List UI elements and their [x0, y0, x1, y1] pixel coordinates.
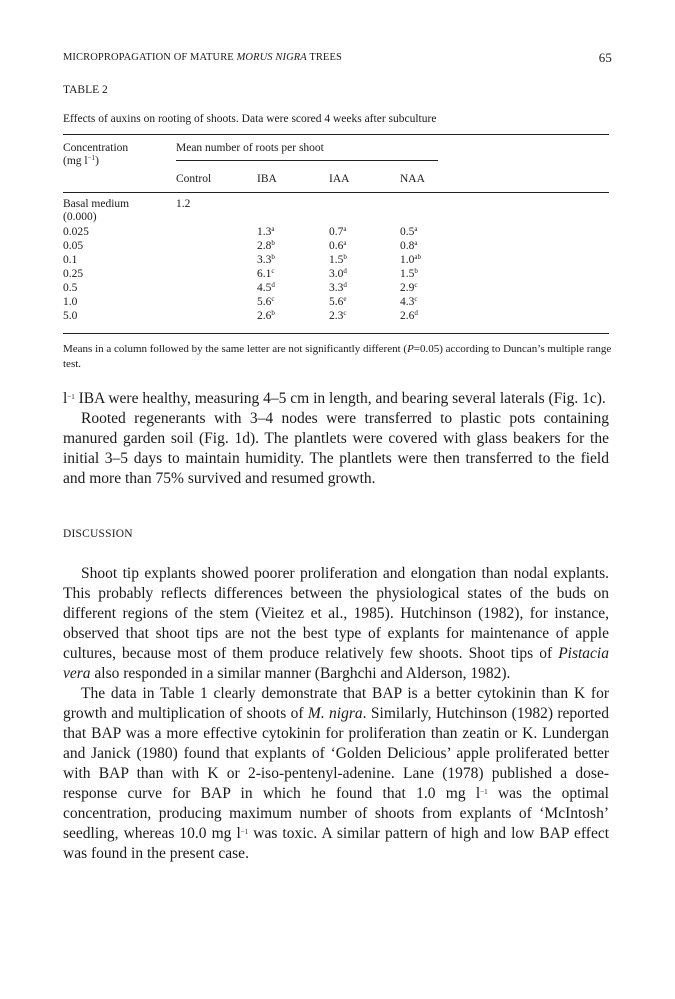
row-naa: 0.8$^a$ — [400, 239, 418, 252]
col-head-concentration-unit: (mg $l^{-1}$) — [63, 154, 99, 167]
body-text-discussion — [63, 564, 609, 864]
col-head-iba: IBA — [257, 173, 277, 185]
row-naa: 2.6$^d$ — [400, 309, 418, 322]
basal-control-value: 1.2 — [176, 198, 191, 210]
row-iba: 3.3$^b$ — [257, 253, 275, 266]
row-iba: 2.6$^b$ — [257, 309, 275, 322]
table-label: TABLE 2 — [63, 84, 108, 96]
basal-sub: (0.000) — [63, 211, 97, 223]
row-iba: 1.3$^a$ — [257, 225, 275, 238]
table-footnote: Means in a column followed by the same letter are not significantly different (P=0.05) according to Duncan’s multiple range test. — [63, 343, 612, 370]
table-caption: Effects of auxins on rooting of shoots. Data were scored 4 weeks after subculture — [63, 113, 437, 125]
row-naa: 2.9$^c$ — [400, 281, 418, 294]
body-text-upper — [63, 389, 609, 489]
row-iba: 2.8$^b$ — [257, 239, 275, 252]
row-conc: 1.0 — [63, 296, 78, 308]
basal-label: Basal medium — [63, 198, 130, 210]
row-iaa: 1.5$^b$ — [329, 253, 347, 266]
paragraph: $l^{-1}$ IBA were healthy, measuring 4–5 cm in length, and bearing several laterals (Fig. 1c). — [63, 390, 606, 407]
row-iaa: 2.3$^c$ — [329, 309, 347, 322]
row-iba: 5.6$^c$ — [257, 295, 275, 308]
running-title: MICROPROPAGATION OF MATURE MORUS NIGRA TREES — [63, 52, 342, 63]
row-conc: 0.1 — [63, 254, 78, 266]
paragraph: Rooted regenerants with 3–4 nodes were transferred to plastic pots containing manured garden soil (Fig. 1d). The plantlets were covered with glass beakers for the initial 3–5 days to maintain humidity. The plantlets were then transferred to the field and more than 75% survived and resumed growth. — [63, 410, 609, 487]
col-head-control: Control — [176, 173, 212, 185]
row-conc: 0.025 — [63, 226, 89, 238]
paragraph: The data in Table 1 clearly demonstrate that BAP is a better cytokinin than K for growth and multiplication of shoots of M. nigra. Similarly, Hutchinson (1982) reported that BAP was a more effective cytokinin for proliferation than zeatin or K. Lundergan and Janick (1980) found that explants of ‘Golden Delicious’ apple proliferated better with BAP than with K or 2-iso-pentenyl-adenine. Lane (1978) published a dose-response curve for BAP in which he found that 1.0 mg $l^{-1}$ was the optimal concentration, producing maximum number of shoots from explants of ‘McIntosh’ seedling, whereas 10.0 mg $l^{-1}$ was toxic. A similar pattern of high and low BAP effect was found in the present case. — [63, 685, 610, 862]
table-top-rule — [63, 134, 609, 135]
row-iba: 4.5$^d$ — [257, 281, 275, 294]
row-iaa: 0.6$^a$ — [329, 239, 347, 252]
paragraph: Shoot tip explants showed poorer proliferation and elongation than nodal explants. This probably reflects differences between the physiological states of the buds on different regions of the stem (Vieitez et al., 1985). Hutchinson (1982), for instance, observed that shoot tips are not the best type of explants for maintenance of apple cultures, because most of them produce relatively few shoots. Shoot tips of Pistacia vera also responded in a similar manner (Barghchi and Alderson, 1982). — [63, 565, 609, 682]
header-bottom-rule — [63, 192, 609, 193]
row-iba: 6.1$^c$ — [257, 267, 275, 280]
col-head-naa: NAA — [400, 173, 425, 185]
spanner-heading: Mean number of roots per shoot — [176, 142, 324, 154]
row-iaa: 0.7$^a$ — [329, 225, 347, 238]
row-conc: 5.0 — [63, 310, 78, 322]
row-iaa: 5.6e — [329, 295, 347, 308]
table-bottom-rule — [63, 333, 609, 334]
row-naa: 4.3$^c$ — [400, 295, 418, 308]
row-naa: 1.5$^b$ — [400, 267, 418, 280]
col-head-iaa: IAA — [329, 173, 350, 185]
row-conc: 0.05 — [63, 240, 84, 252]
row-iaa: 3.3$^d$ — [329, 281, 347, 294]
row-iaa: 3.0$^d$ — [329, 267, 347, 280]
section-heading: DISCUSSION — [63, 528, 133, 540]
running-head — [63, 52, 612, 66]
row-conc: 0.5 — [63, 282, 78, 294]
row-conc: 0.25 — [63, 268, 84, 280]
spanner-rule — [176, 160, 438, 161]
col-head-concentration: Concentration — [63, 142, 129, 154]
row-naa: 0.5$^a$ — [400, 225, 418, 238]
row-naa: 1.0$^{ab}$ — [400, 253, 421, 266]
page-number: 65 — [598, 50, 612, 65]
